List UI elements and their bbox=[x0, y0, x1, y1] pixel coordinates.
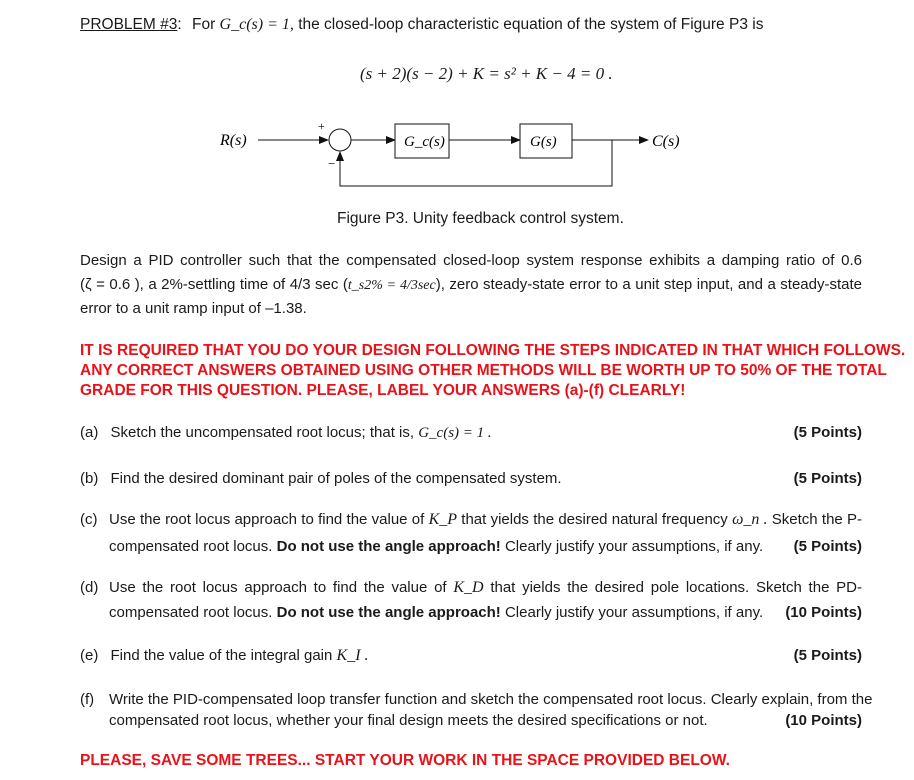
part-c-label: (c) bbox=[80, 511, 98, 528]
part-d-line-2 bbox=[109, 604, 763, 621]
input-label: R(s) bbox=[220, 132, 247, 149]
part-c-line-2b: Clearly justify your assumptions, if any. bbox=[504, 538, 764, 555]
part-d-label: (d) bbox=[80, 579, 99, 596]
part-d-bold: Do not use the angle approach! bbox=[276, 604, 501, 621]
notice-line-2: ANY CORRECT ANSWERS OBTAINED USING OTHER METHODS WILL BE WORTH UP TO 50% OF THE TOTAL bbox=[80, 362, 887, 379]
output-label: C(s) bbox=[652, 133, 680, 150]
part-c-line-2a: compensated root locus. bbox=[109, 538, 273, 555]
notice-line-3: GRADE FOR THIS QUESTION. PLEASE, LABEL YOUR ANSWERS (a)-(f) CLEARLY! bbox=[80, 382, 686, 399]
part-b-label: (b) bbox=[80, 470, 99, 487]
part-c-line-1c: Sketch the P- bbox=[771, 511, 863, 528]
part-e-label: (e) bbox=[80, 647, 99, 664]
for-word: For bbox=[191, 16, 216, 33]
part-d-line-1 bbox=[109, 579, 862, 597]
header-statement: the closed-loop characteristic equation of the system of Figure P3 is bbox=[298, 16, 764, 33]
problem-header bbox=[80, 16, 763, 34]
gc-equals-one: G_c(s) = 1, bbox=[219, 16, 294, 33]
problem-label: PROBLEM #3 bbox=[80, 16, 178, 33]
part-c-kp-math: K_P bbox=[428, 511, 458, 528]
intro-line-2-start: (ζ = 0.6 ), a 2%-settling time of 4/3 sec ( bbox=[80, 276, 348, 293]
summing-junction bbox=[329, 129, 351, 151]
part-c-bold: Do not use the angle approach! bbox=[276, 538, 501, 555]
part-e bbox=[80, 647, 369, 665]
characteristic-equation: (s + 2)(s − 2) + K = s² + K − 4 = 0 . bbox=[360, 64, 613, 83]
part-a-label: (a) bbox=[80, 424, 99, 441]
part-b-points: (5 Points) bbox=[793, 470, 862, 487]
part-d-line-1b: that yields the desired pole locations. Sketch the PD- bbox=[490, 579, 862, 596]
part-d-line-1a: Use the root locus approach to find the value of bbox=[109, 579, 447, 596]
part-f-line-1: Write the PID-compensated loop transfer function and sketch the compensated root locus. Clearly explain, from the bbox=[109, 691, 873, 708]
part-e-text: Find the value of the integral gain bbox=[110, 647, 333, 664]
part-a-points: (5 Points) bbox=[793, 424, 862, 441]
part-b bbox=[80, 470, 562, 487]
plant-label: G(s) bbox=[530, 134, 557, 150]
part-d-kd-math: K_D bbox=[453, 579, 484, 596]
part-c-omega-math: ω_n . bbox=[732, 511, 768, 528]
intro-line-2-end: ), zero steady-state error to a unit step input, and a steady-state bbox=[435, 276, 862, 293]
intro-line-3: error to a unit ramp input of –1.38. bbox=[80, 300, 307, 317]
part-c-points: (5 Points) bbox=[793, 538, 862, 555]
minus-sign: − bbox=[328, 156, 336, 171]
footer-note: PLEASE, SAVE SOME TREES... START YOUR WORK IN THE SPACE PROVIDED BELOW. bbox=[80, 752, 730, 769]
controller-label: G_c(s) bbox=[404, 134, 445, 150]
figure-caption: Figure P3. Unity feedback control system. bbox=[337, 210, 624, 227]
part-c-line-2 bbox=[109, 538, 763, 555]
intro-line-1: Design a PID controller such that the compensated closed-loop system response exhibits a damping ratio of 0.6 bbox=[80, 252, 862, 269]
part-f-label: (f) bbox=[80, 691, 95, 708]
part-d-points: (10 Points) bbox=[785, 604, 862, 621]
part-a-math: G_c(s) = 1 . bbox=[418, 425, 492, 441]
intro-line-2 bbox=[80, 276, 862, 294]
plus-sign: + bbox=[318, 119, 325, 133]
part-b-text: Find the desired dominant pair of poles of the compensated system. bbox=[110, 470, 562, 487]
part-a bbox=[80, 424, 492, 442]
part-c-line-1 bbox=[109, 511, 862, 529]
block-diagram bbox=[200, 110, 720, 200]
part-c-line-1b: that yields the desired natural frequency bbox=[461, 511, 728, 528]
part-c-line-1a: Use the root locus approach to find the value of bbox=[109, 511, 425, 528]
part-a-text: Sketch the uncompensated root locus; that is, bbox=[110, 424, 415, 441]
part-d-line-2b: Clearly justify your assumptions, if any. bbox=[504, 604, 764, 621]
part-f-line-2: compensated root locus, whether your final design meets the desired specifications or not. bbox=[109, 712, 708, 729]
part-d-line-2a: compensated root locus. bbox=[109, 604, 273, 621]
notice-line-1: IT IS REQUIRED THAT YOU DO YOUR DESIGN FOLLOWING THE STEPS INDICATED IN THAT WHICH FOLLOWS. bbox=[80, 342, 906, 359]
part-f-points: (10 Points) bbox=[785, 712, 862, 729]
settling-time-math: t_s2% = 4/3sec bbox=[347, 278, 436, 293]
part-e-ki-math: K_I . bbox=[336, 647, 369, 664]
problem-colon: : bbox=[177, 16, 182, 33]
part-e-points: (5 Points) bbox=[793, 647, 862, 664]
